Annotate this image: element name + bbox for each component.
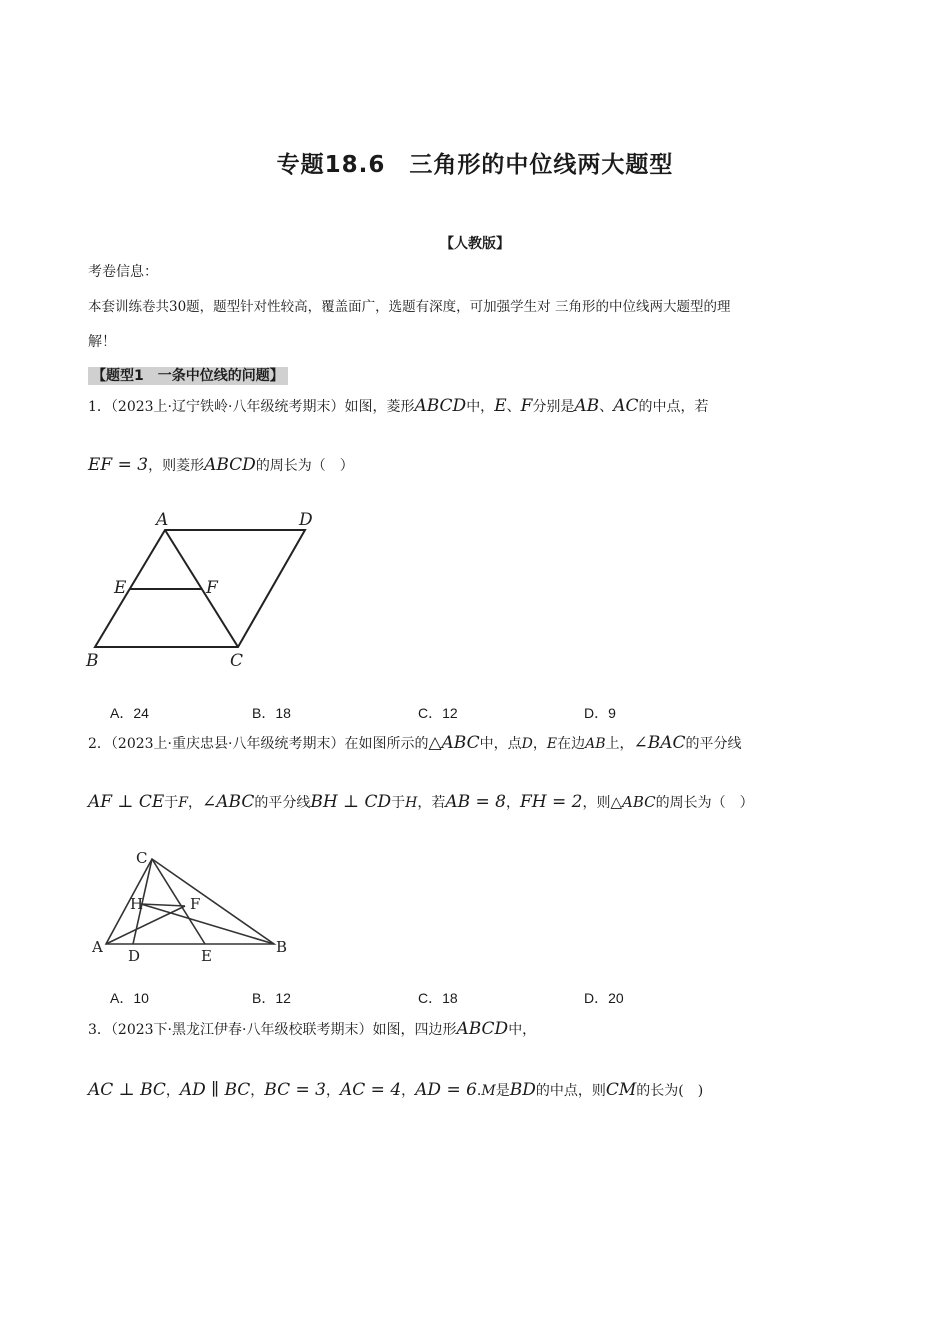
text: 的中点，则 [535, 1083, 606, 1099]
q2-option-a[interactable]: A．10 [110, 990, 149, 1006]
math-triangle-abc: △ABC [610, 793, 656, 811]
segment-bh [141, 904, 274, 944]
text: 、 [506, 399, 521, 415]
question-1-source: （2023上·辽宁铁岭·八年级统考期末）如图，菱形 [110, 399, 415, 415]
question-2-number: 2． [88, 736, 111, 752]
math-cm: CM [605, 1080, 637, 1100]
label-e: E [201, 947, 212, 965]
q1-option-d[interactable]: D．9 [584, 705, 616, 721]
label-f: F [190, 895, 201, 913]
math-ab-equals: AB = 8 [445, 792, 506, 812]
q2-option-c[interactable]: C．18 [418, 990, 458, 1006]
label-a: A [156, 510, 169, 530]
question-3-number: 3． [88, 1022, 111, 1038]
text: 中， [508, 1022, 537, 1038]
text: 的长为( ) [636, 1083, 704, 1099]
text: ， [532, 736, 547, 752]
text: ， [165, 1083, 180, 1099]
math-ac: AC [613, 396, 639, 416]
math-abcd: ABCD [204, 455, 256, 475]
text: ， [188, 795, 203, 811]
text: ， [325, 1083, 340, 1099]
label-b: B [86, 651, 99, 671]
edition-label: 【人教版】 [440, 236, 510, 252]
segment-af [106, 906, 185, 944]
math-f: F [520, 396, 533, 416]
info-label: 考卷信息： [88, 264, 158, 280]
question-2-line2 [88, 792, 754, 812]
label-a: A [92, 938, 103, 956]
label-e: E [114, 578, 127, 598]
figure-rhombus [80, 505, 330, 675]
label-h: H [130, 895, 144, 913]
math-e: E [546, 736, 558, 752]
math-triangle-abc: △ABC [428, 733, 480, 753]
text: ， [250, 1083, 265, 1099]
text: 是 [495, 1083, 510, 1099]
text: . [476, 1083, 482, 1099]
math-ef-equals: EF = 3 [88, 455, 149, 475]
figure-triangle [88, 846, 298, 971]
q2-option-b[interactable]: B．12 [252, 990, 291, 1006]
math-bd: BD [509, 1080, 536, 1100]
math-abcd: ABCD [414, 396, 467, 416]
math-ad-parallel-bc: AD ∥ BC [179, 1080, 251, 1100]
text: 的周长为（ ） [255, 458, 354, 474]
math-bh-perp-cd: BH ⊥ CD [310, 792, 392, 812]
text: 的中点，若 [638, 399, 709, 415]
q2-option-d[interactable]: D．20 [584, 990, 624, 1006]
text: 分别是 [532, 399, 575, 415]
math-angle-bac: ∠BAC [633, 733, 686, 753]
question-1-line2 [88, 455, 354, 475]
math-d: D [521, 736, 533, 752]
text: ， [505, 795, 520, 811]
question-1-number: 1． [88, 399, 111, 415]
math-h: H [405, 795, 418, 811]
question-2-source: （2023上·重庆忠县·八年级统考期末）在如图所示的 [110, 736, 429, 752]
math-bc-equals: BC = 3 [264, 1080, 326, 1100]
text: 在边 [557, 736, 586, 752]
text: ，若 [417, 795, 446, 811]
math-angle-abc: ∠ABC [202, 792, 255, 812]
label-c: C [136, 849, 148, 867]
label-d: D [299, 510, 313, 530]
label-d: D [128, 947, 141, 965]
text: 、 [599, 399, 614, 415]
math-ac-perp-bc: AC ⊥ BC [88, 1080, 166, 1100]
info-description-line2: 解！ [88, 334, 116, 350]
math-ab: AB [585, 736, 606, 752]
text: 于 [391, 795, 406, 811]
text: 上， [605, 736, 634, 752]
math-fh-equals: FH = 2 [519, 792, 583, 812]
math-af-perp-ce: AF ⊥ CE [88, 792, 165, 812]
label-b: B [276, 938, 288, 956]
q1-option-c[interactable]: C．12 [418, 705, 458, 721]
math-f: F [178, 795, 189, 811]
math-abcd: ABCD [456, 1019, 509, 1039]
math-m: M [481, 1083, 496, 1099]
q1-option-a[interactable]: A．24 [110, 705, 149, 721]
q1-option-b[interactable]: B．18 [252, 705, 291, 721]
math-e: E [494, 396, 507, 416]
question-3-line1 [88, 1019, 536, 1039]
question-2-line1 [88, 733, 742, 753]
text: ，则 [582, 795, 611, 811]
text: 中，点 [479, 736, 522, 752]
label-c: C [230, 651, 244, 671]
label-f: F [206, 578, 218, 598]
text: ，则菱形 [148, 458, 205, 474]
info-description-line1: 本套训练卷共30题，题型针对性较高，覆盖面广，选题有深度，可加强学生对 三角形的中位线两大题型的理 [88, 299, 731, 315]
question-1-line1 [88, 396, 708, 416]
math-ad-equals: AD = 6 [415, 1080, 477, 1100]
text: 于 [164, 795, 179, 811]
text: 的周长为（ ） [655, 795, 754, 811]
text: ， [401, 1083, 416, 1099]
section-heading-type1: 【题型1 一条中位线的问题】 [88, 367, 288, 385]
question-3-line2 [88, 1080, 703, 1100]
text: 中， [466, 399, 495, 415]
math-ac-equals: AC = 4 [339, 1080, 402, 1100]
text: 的平分线 [254, 795, 311, 811]
text: 的平分线 [685, 736, 742, 752]
math-ab: AB [574, 396, 600, 416]
page-title: 专题18.6 三角形的中位线两大题型 [276, 152, 674, 178]
question-3-source: （2023下·黑龙江伊春·八年级校联考期末）如图，四边形 [110, 1022, 457, 1038]
